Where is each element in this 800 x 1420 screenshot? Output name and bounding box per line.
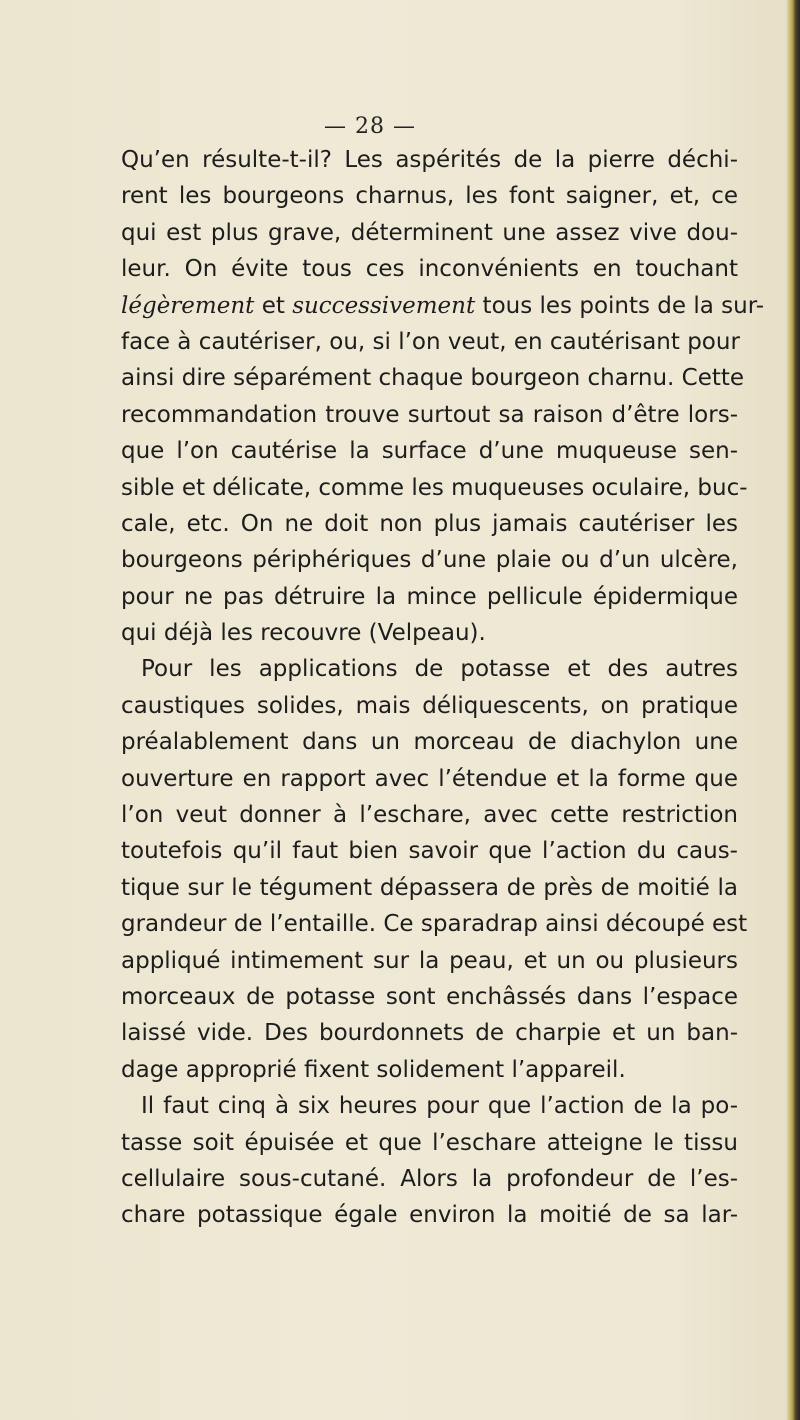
text-line: cale, etc. On ne doit non plus jamais cautériser les (121, 510, 738, 537)
text-line: caustiques solides, mais déliquescents, on pratique (121, 692, 738, 719)
text-line: rent les bourgeons charnus, les font saigner, et, ce (121, 183, 738, 210)
text-line: face à cautériser, ou, si l’on veut, en cautérisant pour (121, 328, 740, 355)
text-line: Il faut cinq à six heures pour que l’action de la po- (141, 1093, 738, 1120)
book-spine-shadow (786, 0, 800, 1420)
text-fragment: et (261, 292, 285, 319)
text-line: Qu’en résulte-t-il? Les aspérités de la pierre déchi- (121, 147, 738, 173)
text-line: recommandation trouve surtout sa raison d’être lors- (121, 401, 738, 428)
body-text (121, 142, 764, 1234)
text-line: sible et délicate, comme les muqueuses oculaire, buc- (121, 474, 748, 501)
text-line: morceaux de potasse sont enchâssés dans l’espace (121, 983, 738, 1010)
text-line: qui déjà les recouvre (Velpeau). (121, 620, 486, 647)
text-line: l’on veut donner à l’eschare, avec cette restriction (121, 802, 738, 829)
text-line: chare potassique égale environ la moitié de sa lar- (121, 1202, 738, 1229)
text-line: laissé vide. Des bourdonnets de charpie et un ban- (121, 1020, 738, 1047)
text-line: appliqué intimement sur la peau, et un ou plusieurs (121, 947, 738, 974)
text-line: que l’on cautérise la surface d’une muqueuse sen- (121, 438, 738, 465)
page-number: — 28 — (324, 114, 416, 139)
italic-word: légèrement (121, 292, 255, 319)
paragraph-3 (121, 1088, 738, 1234)
text-line: cellulaire sous-cutané. Alors la profondeur de l’es- (121, 1165, 738, 1192)
text-line: bourgeons périphériques d’une plaie ou d’un ulcère, (121, 547, 738, 574)
text-line: préalablement dans un morceau de diachylon une (121, 729, 738, 756)
text-line: leur. On évite tous ces inconvénients en touchant (121, 256, 738, 283)
text-line: dage approprié fixent solidement l’appareil. (121, 1056, 626, 1083)
paragraph-2 (121, 651, 748, 1088)
text-line: ainsi dire séparément chaque bourgeon charnu. Cette (121, 365, 745, 392)
italic-word: successivement (292, 292, 476, 319)
text-line: toutefois qu’il faut bien savoir que l’action du caus- (121, 838, 738, 865)
text-line: ouverture en rapport avec l’étendue et la forme que (121, 765, 738, 792)
text-line: pour ne pas détruire la mince pellicule épidermique (121, 583, 738, 610)
text-fragment: tous les points de la sur- (482, 292, 764, 319)
text-line: Pour les applications de potasse et des autres (141, 656, 738, 683)
text-line: qui est plus grave, déterminent une assez vive dou- (121, 219, 738, 246)
paragraph-1 (121, 142, 764, 651)
text-line-with-italics (121, 288, 764, 324)
text-line: tasse soit épuisée et que l’eschare atteigne le tissu (121, 1129, 738, 1156)
text-line: tique sur le tégument dépassera de près de moitié la (121, 874, 738, 901)
text-line: grandeur de l’entaille. Ce sparadrap ainsi découpé est (121, 911, 748, 938)
